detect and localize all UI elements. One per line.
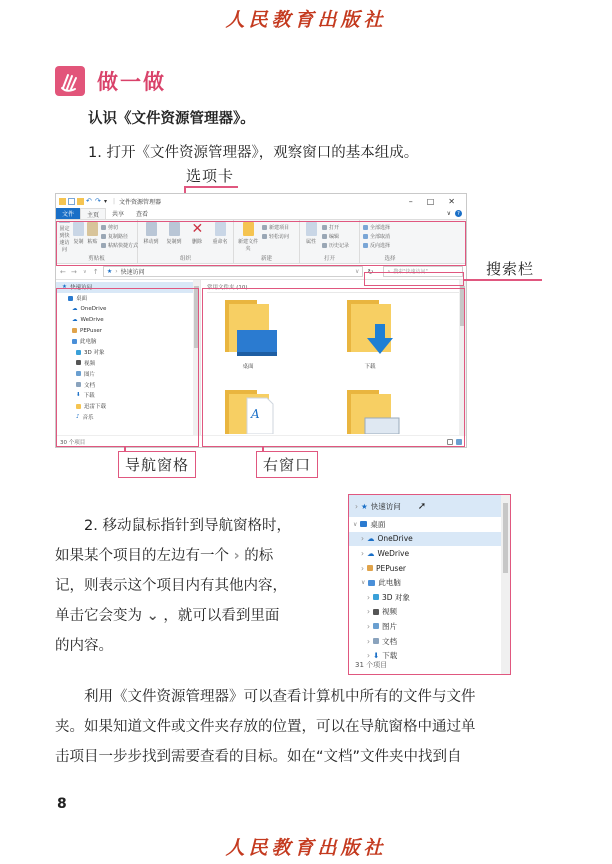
cloud-icon: ☁ <box>367 548 375 558</box>
nav-item-label: 此电脑 <box>80 339 97 346</box>
svg-text:A: A <box>251 407 260 421</box>
rename-icon <box>215 222 226 236</box>
address-bar-row <box>56 264 466 280</box>
redo-icon[interactable]: ↷ <box>95 196 101 205</box>
step2-line-4 <box>55 602 279 630</box>
select-all-button[interactable] <box>363 224 390 231</box>
easy-access-button[interactable] <box>262 233 289 240</box>
nav-item-label: 迅雷下载 <box>84 404 107 411</box>
tab-home[interactable]: 主页 <box>80 208 106 219</box>
address-dropdown-icon[interactable]: ∨ <box>355 268 360 275</box>
forward-icon[interactable]: → <box>70 267 77 276</box>
document-icon <box>76 382 81 387</box>
new-folder-button[interactable] <box>237 222 259 253</box>
nav-item-label: WeDrive <box>80 316 104 323</box>
mini-nav-3d-objects[interactable] <box>353 590 510 605</box>
nav-item-label: 快速访问 <box>69 285 92 292</box>
computer-icon <box>72 339 77 344</box>
select-none-icon <box>363 234 368 239</box>
star-icon: ★ <box>62 284 67 291</box>
select-all-label: 全部选择 <box>370 225 391 231</box>
mini-nav-label: 视频 <box>382 607 397 617</box>
nav-item-label: 3D 对象 <box>84 350 105 357</box>
computer-icon <box>368 580 375 586</box>
step2-line-5: 的内容。 <box>55 638 113 654</box>
callout-search-leader <box>464 279 542 281</box>
paste-shortcut-label: 粘贴快捷方式 <box>108 243 139 249</box>
nav-item-3d-objects[interactable] <box>60 347 198 358</box>
mini-nav-list <box>349 517 510 663</box>
callout-right-label: 右窗口 <box>256 451 318 478</box>
step2-line-4-tail: ，就可以看到里面 <box>163 608 280 624</box>
callout-search-label: 搜索栏 <box>486 260 535 278</box>
paragraph-line-3: 击项目一步步找到需要查看的目标。如在“文档”文件夹中找到自 <box>55 749 462 765</box>
select-list <box>363 222 390 253</box>
move-to-icon <box>146 222 157 236</box>
help-icon[interactable]: ? <box>455 210 462 217</box>
step1-text: 1. 打开《文件资源管理器》，观察窗口的基本组成。 <box>88 145 419 161</box>
chevron-right-icon[interactable]: › <box>367 607 370 617</box>
paragraph-line-1: 利用《文件资源管理器》可以查看计算机中所有的文件与文件 <box>84 689 476 705</box>
hand-icon <box>55 66 85 96</box>
download-icon: ⬇ <box>373 651 380 661</box>
ribbon <box>56 220 466 264</box>
mini-nav-pepuser[interactable] <box>353 561 510 576</box>
select-all-icon <box>363 225 368 230</box>
paste-shortcut-button[interactable] <box>101 242 138 249</box>
group-label-new: 新建 <box>260 256 272 262</box>
nav-item-label: 下载 <box>83 393 95 400</box>
rename-button[interactable] <box>210 222 230 253</box>
content-pane <box>201 280 466 435</box>
tile-documents[interactable] <box>209 384 287 434</box>
nav-item-downloads[interactable] <box>60 390 198 401</box>
copy-path-button[interactable] <box>101 233 138 240</box>
move-to-button[interactable] <box>141 222 161 253</box>
address-text: 快速访问 <box>120 269 145 276</box>
tile-downloads[interactable] <box>331 294 409 370</box>
nav-item-this-pc[interactable] <box>60 336 198 347</box>
paste-shortcut-icon <box>101 243 106 248</box>
nav-item-pictures[interactable] <box>60 368 198 379</box>
chevron-right-icon[interactable]: › <box>361 534 364 544</box>
star-icon: ★ <box>361 501 368 511</box>
copy-button[interactable] <box>73 222 84 253</box>
tab-file[interactable]: 文件 <box>56 208 80 219</box>
close-icon[interactable]: ✕ <box>448 196 455 206</box>
pin-icon <box>59 222 70 223</box>
maximize-icon[interactable]: □ <box>426 196 435 206</box>
cloud-icon: ☁ <box>72 316 78 323</box>
document-icon <box>373 638 379 644</box>
properties-ribbon-icon <box>306 222 317 236</box>
user-icon <box>367 565 373 571</box>
mini-nav-scrollbar[interactable] <box>501 495 510 674</box>
ribbon-controls <box>447 208 466 219</box>
cloud-icon: ☁ <box>367 534 375 544</box>
open-label: 打开 <box>329 225 340 231</box>
new-folder-ribbon-icon <box>243 222 254 236</box>
chevron-right-icon[interactable]: › <box>367 651 370 661</box>
mini-nav-label: PEPuser <box>376 563 407 573</box>
window-title: 文件资源管理器 <box>119 198 162 206</box>
user-icon <box>72 328 77 333</box>
chevron-down-icon[interactable]: ∨ <box>353 520 358 528</box>
invert-selection-label: 反向选择 <box>370 243 391 249</box>
nav-pane-screenshot <box>348 494 511 675</box>
select-none-button[interactable] <box>363 233 390 240</box>
qa-dropdown-icon[interactable]: ▾ <box>104 197 108 205</box>
paste-button[interactable] <box>87 222 98 253</box>
step2-line-2-text: 如果某个项目的左边有一个 <box>55 548 229 564</box>
new-item-label: 新建项目 <box>269 225 290 231</box>
group-organize <box>138 220 234 263</box>
chevron-right-icon[interactable]: › <box>361 563 364 573</box>
pictures-folder-icon <box>335 384 405 434</box>
explorer-window <box>55 193 467 448</box>
copy-icon <box>73 222 84 236</box>
view-toggle <box>447 439 462 445</box>
copy-to-label: 复制到 <box>166 239 182 245</box>
mini-nav-item-count: 31 个项目 <box>355 661 388 669</box>
new-item-button[interactable] <box>262 224 289 231</box>
collapse-ribbon-icon[interactable]: ∨ <box>446 210 451 217</box>
picture-icon <box>76 371 81 376</box>
delete-label: 删除 <box>191 239 202 245</box>
navigation-pane <box>56 280 201 435</box>
desktop-icon <box>360 521 367 527</box>
open-icon <box>322 225 327 230</box>
search-icon: ⌕ <box>387 268 391 275</box>
open-list <box>322 222 349 253</box>
nav-item-music[interactable] <box>60 412 198 423</box>
picture-icon <box>373 623 379 629</box>
nav-item-wedrive[interactable] <box>60 314 198 325</box>
step2-line-3: 记，则表示这个项目内有其他内容， <box>55 578 287 594</box>
mini-nav-label: 桌面 <box>370 519 386 529</box>
callout-tabs-underline <box>184 186 238 188</box>
breadcrumb-chevron-icon: › <box>115 268 118 275</box>
mini-nav-scrollbar-thumb[interactable] <box>503 503 508 573</box>
folder-icon <box>76 404 81 409</box>
delete-icon: ✕ <box>191 221 204 237</box>
properties-button[interactable] <box>303 222 319 253</box>
mini-nav-quick-access[interactable] <box>349 495 510 517</box>
nav-item-label: 文档 <box>84 382 96 389</box>
back-icon[interactable]: ← <box>60 267 66 276</box>
mini-nav-label: 此电脑 <box>378 578 401 588</box>
mini-nav-wedrive[interactable] <box>353 546 510 561</box>
copy-path-label: 复制路径 <box>108 234 129 240</box>
new-item-icon <box>262 225 267 230</box>
search-box[interactable] <box>383 266 463 277</box>
open-button[interactable] <box>322 224 349 231</box>
step2-line-2 <box>55 542 273 570</box>
chevron-right-icon: › <box>233 548 240 564</box>
properties-label: 属性 <box>305 239 316 245</box>
tab-share[interactable]: 共享 <box>112 211 125 218</box>
history-icon <box>322 243 327 248</box>
nav-item-videos[interactable] <box>60 358 198 369</box>
group-open <box>300 220 360 263</box>
cut-label: 剪切 <box>108 225 119 231</box>
refresh-icon[interactable]: ↻ <box>367 267 374 276</box>
cube-icon <box>76 350 81 355</box>
large-icons-view-icon[interactable] <box>456 439 462 445</box>
mini-nav-onedrive[interactable] <box>349 532 510 547</box>
nav-item-label: OneDrive <box>80 305 107 312</box>
mini-nav-desktop[interactable] <box>353 517 510 532</box>
documents-folder-icon <box>213 384 283 434</box>
nav-item-label: 图片 <box>84 371 96 378</box>
details-view-icon[interactable] <box>447 439 453 445</box>
undo-icon[interactable]: ↶ <box>86 196 92 205</box>
nav-item-onedrive[interactable] <box>60 304 198 315</box>
chevron-right-icon[interactable]: › <box>367 592 370 602</box>
properties-icon[interactable] <box>68 198 75 205</box>
star-icon: ★ <box>106 268 113 275</box>
chevron-right-icon[interactable]: › <box>367 621 370 631</box>
history-label: 历史记录 <box>329 243 350 249</box>
move-to-label: 移动到 <box>143 239 159 245</box>
nav-scrollbar[interactable] <box>193 280 200 435</box>
group-select <box>360 220 420 263</box>
cube-icon <box>373 594 379 600</box>
cloud-icon: ☁ <box>72 305 78 312</box>
nav-item-label: 桌面 <box>76 296 88 303</box>
step2-line-4-text: 单击它会变为 <box>55 608 142 624</box>
paragraph-line-2: 夹。如果知道文件或文件夹存放的位置，可以在导航窗格中通过单 <box>55 719 476 735</box>
publisher-header: 人民教育出版社 <box>225 9 387 31</box>
mini-nav-documents[interactable] <box>353 634 510 649</box>
status-bar <box>56 435 466 447</box>
group-label-select: 选择 <box>384 256 396 262</box>
mouse-pointer-icon: ➚ <box>417 500 427 512</box>
section-title: 做一做 <box>97 70 166 94</box>
tile-pictures[interactable] <box>331 384 409 434</box>
nav-item-desktop[interactable] <box>60 293 198 304</box>
downloads-folder-icon <box>335 294 405 358</box>
explorer-body <box>56 280 466 435</box>
search-placeholder: 搜索"快速访问" <box>393 269 428 275</box>
title-bar <box>56 194 466 208</box>
content-group-header[interactable]: 常用文件夹 (10) <box>207 283 460 293</box>
mini-nav-label: 下载 <box>382 651 398 661</box>
easy-access-label: 轻松访问 <box>269 234 290 240</box>
pin-label: 固定到快速访问 <box>59 226 70 253</box>
minimize-icon[interactable]: – <box>408 196 413 206</box>
content-scrollbar-thumb[interactable] <box>460 286 465 326</box>
clipboard-list <box>101 222 138 253</box>
title-divider: | <box>113 197 116 205</box>
edit-button[interactable] <box>322 233 349 240</box>
invert-selection-button[interactable] <box>363 242 390 249</box>
group-label-clipboard: 剪贴板 <box>88 256 105 262</box>
section-heading <box>55 64 166 98</box>
mini-nav-label: OneDrive <box>377 534 413 544</box>
tile-desktop[interactable] <box>209 294 287 370</box>
music-icon: ♪ <box>76 413 80 420</box>
edit-label: 编辑 <box>329 234 340 240</box>
nav-item-label: 音乐 <box>82 414 94 421</box>
item-count: 30 个项目 <box>60 439 86 446</box>
copy-label: 复制 <box>73 239 84 245</box>
nav-item-label: 视频 <box>84 360 96 367</box>
video-icon <box>373 609 379 615</box>
folder-icon <box>59 198 66 205</box>
step2-line-1: 2. 移动鼠标指针到导航窗格时， <box>84 518 291 534</box>
quick-access-toolbar <box>59 198 111 205</box>
ribbon-tabs <box>56 208 466 220</box>
callout-tabs-label: 选项卡 <box>186 167 235 185</box>
mini-nav-label: WeDrive <box>377 548 410 558</box>
download-icon: ⬇ <box>76 392 81 399</box>
chevron-right-icon[interactable]: › <box>355 501 358 511</box>
rename-label: 重命名 <box>212 239 228 245</box>
paste-icon <box>87 222 98 236</box>
callout-nav-label: 导航窗格 <box>118 451 196 478</box>
desktop-icon <box>68 296 73 301</box>
nav-item-pepuser[interactable] <box>60 325 198 336</box>
video-icon <box>76 360 81 365</box>
content-scrollbar[interactable] <box>459 280 466 435</box>
cut-button[interactable] <box>101 224 138 231</box>
chevron-down-icon: ⌄ <box>146 608 159 624</box>
window-controls <box>409 197 463 206</box>
mini-nav-this-pc[interactable] <box>353 575 510 590</box>
delete-button[interactable] <box>187 222 207 253</box>
nav-item-quick-access[interactable] <box>56 282 198 293</box>
history-button[interactable] <box>322 242 349 249</box>
address-bar[interactable] <box>103 266 364 277</box>
new-folder-label: 新建文件夹 <box>237 239 258 252</box>
nav-scrollbar-thumb[interactable] <box>194 286 199 348</box>
mini-nav-videos[interactable] <box>353 605 510 620</box>
easy-access-icon <box>262 234 267 239</box>
mini-nav-label: 快速访问 <box>370 501 401 511</box>
nav-item-documents[interactable] <box>60 379 198 390</box>
new-list <box>262 222 289 253</box>
copy-to-icon <box>169 222 180 236</box>
copy-to-button[interactable] <box>164 222 184 253</box>
nav-item-xunlei-downloads[interactable] <box>60 401 198 412</box>
copy-path-icon <box>101 234 106 239</box>
chevron-right-icon[interactable]: › <box>361 548 364 558</box>
group-label-organize: 组织 <box>179 256 191 262</box>
mini-nav-label: 文档 <box>382 636 397 646</box>
intro-text: 认识《文件资源管理器》。 <box>88 111 255 127</box>
select-none-label: 全部取消 <box>370 234 391 240</box>
invert-selection-icon <box>363 243 368 248</box>
mini-nav-label: 图片 <box>382 621 397 631</box>
step2-line-2-tail: 的标 <box>244 548 274 564</box>
chevron-down-icon[interactable]: ∨ <box>361 579 366 587</box>
nav-item-label: PEPuser <box>80 327 103 334</box>
mini-nav-pictures[interactable] <box>353 619 510 634</box>
paste-label: 粘贴 <box>87 239 98 245</box>
group-label-open: 打开 <box>323 256 335 262</box>
cut-icon <box>101 225 106 230</box>
tile-label: 下载 <box>364 364 376 370</box>
mini-nav-label: 3D 对象 <box>382 592 410 602</box>
new-folder-icon[interactable] <box>77 198 84 205</box>
tile-label: 桌面 <box>242 364 254 370</box>
chevron-right-icon[interactable]: › <box>367 636 370 646</box>
edit-icon <box>322 234 327 239</box>
group-new <box>234 220 300 263</box>
recent-dropdown-icon[interactable]: ∨ <box>83 268 87 275</box>
page-number: 8 <box>57 796 67 812</box>
up-icon[interactable]: ↑ <box>92 267 99 276</box>
desktop-folder-icon <box>213 294 283 358</box>
tab-view[interactable]: 查看 <box>136 211 149 218</box>
group-clipboard <box>56 220 138 263</box>
publisher-footer: 人民教育出版社 <box>225 837 387 859</box>
pin-quick-access-button[interactable] <box>59 222 70 253</box>
